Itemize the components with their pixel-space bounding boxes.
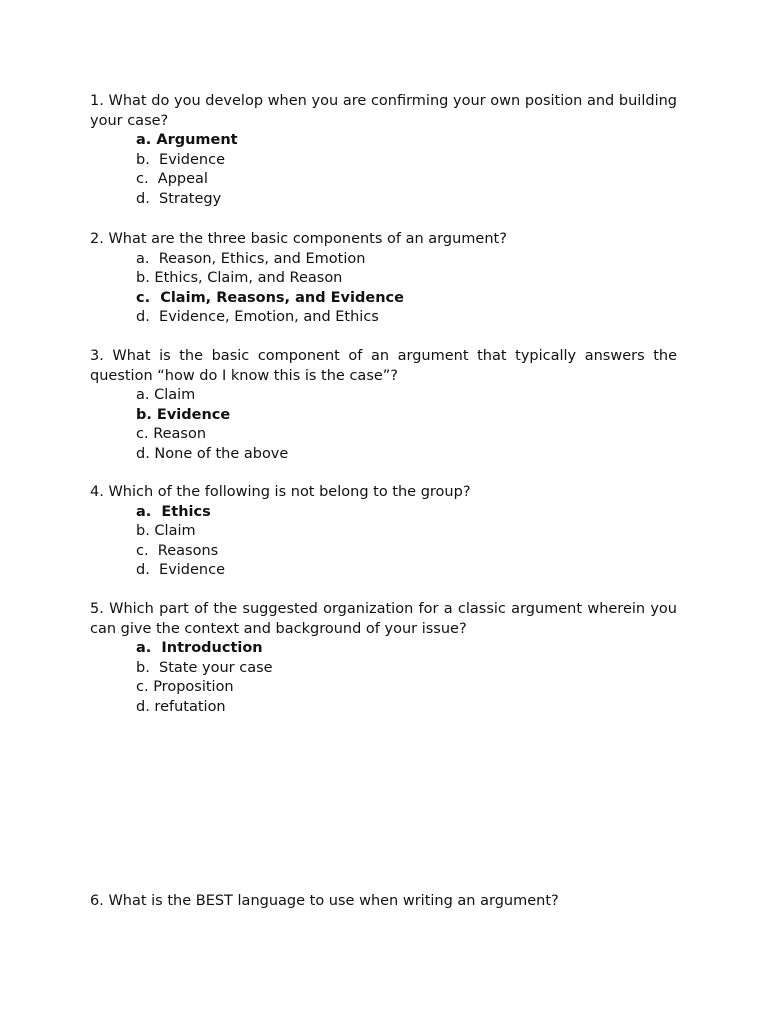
option-b: b. Evidence	[136, 151, 226, 168]
option-d: d. Evidence	[136, 562, 226, 579]
question-6	[90, 892, 677, 912]
question-1	[90, 92, 682, 210]
option-b: b. Evidence	[136, 406, 231, 423]
question-text: 3. What is the basic component of an argument that typically answers the question “how do I know this is the case”?	[90, 348, 682, 384]
question-text: 6. What is the BEST language to use when writing an argument?	[90, 893, 559, 909]
option-c: c. Reason	[136, 426, 207, 443]
question-text: 2. What are the three basic components of an argument?	[90, 231, 507, 247]
answer-options	[90, 386, 677, 464]
option-a: a. Introduction	[136, 640, 263, 657]
option-a: a. Reason, Ethics, and Emotion	[136, 250, 366, 267]
question-4	[90, 483, 677, 581]
question-5	[90, 600, 682, 718]
option-d: d. refutation	[136, 698, 226, 715]
answer-options	[90, 639, 677, 717]
option-c: c. Reasons	[136, 542, 219, 559]
option-b: b. State your case	[136, 659, 273, 676]
question-text: 5. Which part of the suggested organization for a classic argument wherein you can give the context and background of your issue?	[90, 601, 682, 637]
option-d: d. Strategy	[136, 190, 222, 207]
option-c: c. Claim, Reasons, and Evidence	[136, 289, 404, 306]
option-a: a. Claim	[136, 387, 196, 404]
option-a: a. Ethics	[136, 503, 211, 520]
option-c: c. Proposition	[136, 679, 234, 696]
question-text: 1. What do you develop when you are confirming your own position and building your case?	[90, 93, 682, 129]
option-c: c. Appeal	[136, 171, 208, 188]
answer-options	[90, 250, 677, 328]
question-text: 4. Which of the following is not belong to the group?	[90, 484, 471, 500]
question-3	[90, 347, 682, 465]
option-b: b. Claim	[136, 523, 196, 540]
answer-options	[90, 503, 677, 581]
option-d: d. None of the above	[136, 445, 289, 462]
option-a: a. Argument	[136, 132, 238, 149]
answer-options	[90, 131, 677, 209]
option-d: d. Evidence, Emotion, and Ethics	[136, 309, 379, 326]
option-b: b. Ethics, Claim, and Reason	[136, 270, 343, 287]
question-2	[90, 230, 677, 328]
